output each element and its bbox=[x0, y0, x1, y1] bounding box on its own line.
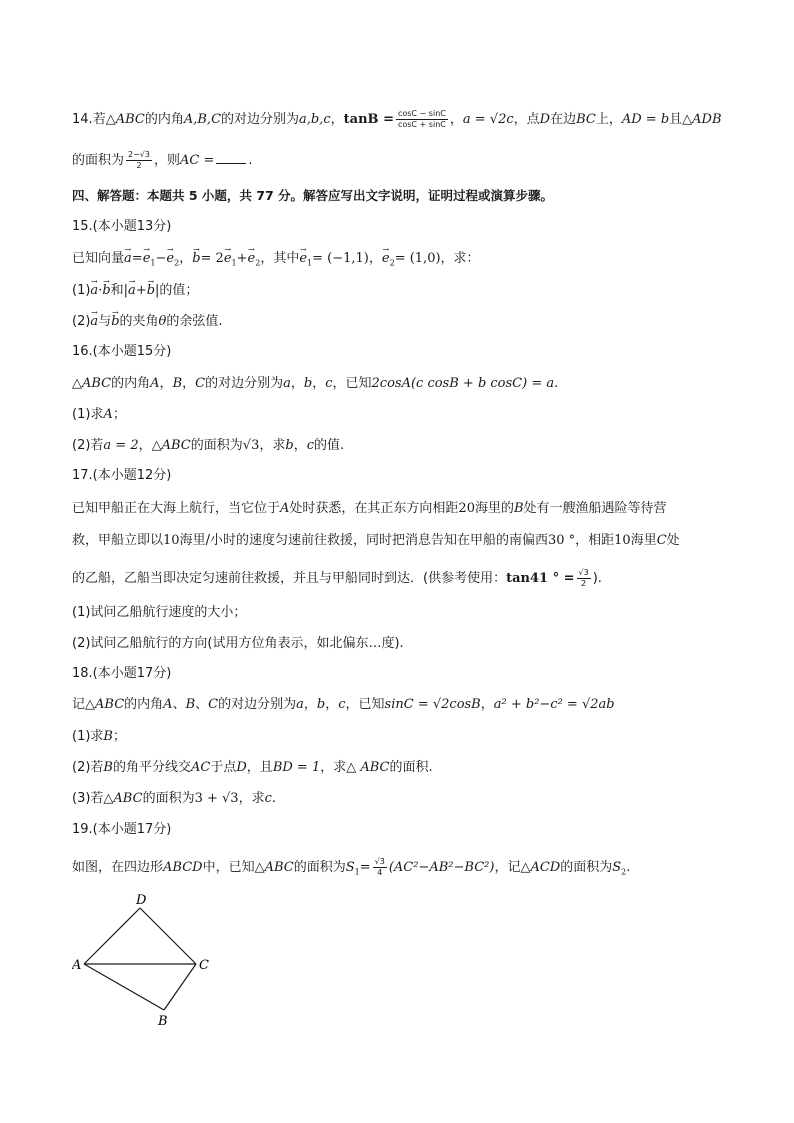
text: 的余弦值. bbox=[166, 314, 223, 329]
label-D: D bbox=[136, 893, 147, 908]
vector: → b bbox=[102, 282, 110, 300]
math: △ABC bbox=[85, 697, 125, 712]
math: S bbox=[345, 860, 355, 875]
math: AC = bbox=[180, 153, 215, 168]
q17-line3 bbox=[72, 568, 602, 589]
math: A bbox=[103, 407, 113, 422]
q15-stem bbox=[72, 250, 480, 268]
q15-heading: 15.(本小题13分) bbox=[72, 219, 172, 234]
q15-part1 bbox=[72, 282, 198, 300]
text: ，记 bbox=[494, 860, 521, 875]
math: D bbox=[236, 760, 247, 775]
vector: → a bbox=[90, 313, 98, 331]
segment-AB bbox=[84, 964, 164, 1010]
q16-heading: 16.(本小题15分) bbox=[72, 344, 172, 359]
math: 10 bbox=[614, 533, 631, 548]
vector: → e bbox=[224, 250, 232, 268]
q18-part3 bbox=[72, 790, 276, 808]
label-A: A bbox=[72, 958, 82, 973]
math: sinC = √2cosB bbox=[384, 697, 481, 712]
quadrilateral-figure bbox=[72, 890, 222, 1030]
text: 若 bbox=[92, 112, 106, 127]
math: · bbox=[98, 283, 103, 298]
math: C bbox=[208, 697, 219, 712]
math: c bbox=[264, 791, 272, 806]
q16-part1 bbox=[72, 406, 126, 424]
text: 的对边分别为 bbox=[218, 697, 297, 712]
text: 与 bbox=[98, 314, 112, 329]
text: 于点 bbox=[210, 760, 237, 775]
q18-heading: 18.(本小题17分) bbox=[72, 666, 172, 681]
math: △ACD bbox=[520, 860, 561, 875]
fraction bbox=[577, 568, 591, 589]
text: ，其中 bbox=[260, 251, 300, 266]
text: 的内角 bbox=[144, 112, 184, 127]
text: ，已知 bbox=[345, 697, 385, 712]
text: ， bbox=[480, 697, 494, 712]
math: 20 bbox=[458, 501, 475, 516]
vector: → e bbox=[299, 250, 307, 268]
subscript: 2 bbox=[621, 867, 627, 877]
math: B bbox=[103, 760, 113, 775]
math: c bbox=[325, 376, 333, 391]
text: 海里的 bbox=[474, 501, 514, 516]
fraction bbox=[396, 109, 448, 130]
text: 的对边分别为 bbox=[205, 376, 284, 391]
text: 中，已知 bbox=[202, 860, 255, 875]
text: ， bbox=[293, 438, 307, 453]
vector: → b bbox=[147, 282, 155, 300]
text: (2)若 bbox=[72, 760, 104, 775]
text: 的内角 bbox=[111, 376, 151, 391]
math: C bbox=[195, 376, 206, 391]
label-C: C bbox=[199, 958, 209, 973]
text: . bbox=[271, 791, 276, 806]
subscript: 1 bbox=[307, 258, 313, 268]
text: |的值； bbox=[155, 283, 199, 298]
math: B bbox=[185, 697, 196, 712]
denominator: 2 bbox=[136, 161, 142, 170]
text: 的面积为 bbox=[190, 438, 243, 453]
math: tan41 ° = bbox=[506, 571, 575, 586]
math: S bbox=[612, 860, 622, 875]
text: ； bbox=[112, 729, 126, 744]
vector: → b bbox=[192, 250, 200, 268]
text: 的面积为 bbox=[142, 791, 195, 806]
math: a,b,c bbox=[299, 112, 331, 127]
text: 的夹角 bbox=[119, 314, 159, 329]
text: 、 bbox=[195, 697, 209, 712]
text: (1)求 bbox=[72, 729, 104, 744]
text: 的面积为 bbox=[293, 860, 346, 875]
q17-line2 bbox=[72, 532, 680, 550]
vector: → a bbox=[128, 282, 136, 300]
vector: → e bbox=[143, 250, 151, 268]
text: 的值. bbox=[313, 438, 345, 453]
subscript: 2 bbox=[174, 258, 180, 268]
vector: → e bbox=[248, 250, 256, 268]
text: ，求 bbox=[259, 438, 286, 453]
text: ， bbox=[290, 376, 304, 391]
math: a = √2c bbox=[462, 112, 514, 127]
text: ； bbox=[112, 407, 126, 422]
text: 的对边分别为 bbox=[221, 112, 300, 127]
text: ，求 bbox=[238, 791, 265, 806]
math: AC bbox=[191, 760, 211, 775]
numerator: √3 bbox=[374, 857, 385, 866]
math: c bbox=[338, 697, 346, 712]
text: 已知向量 bbox=[72, 251, 125, 266]
q17-heading: 17.(本小题12分) bbox=[72, 468, 172, 483]
text: (2)若 bbox=[72, 438, 104, 453]
text: . bbox=[248, 153, 253, 168]
text: (3)若 bbox=[72, 791, 104, 806]
math: 3 + √3 bbox=[194, 791, 239, 806]
math: A bbox=[280, 501, 290, 516]
question-number: 14. bbox=[72, 112, 93, 127]
denominator: 4 bbox=[377, 868, 383, 877]
subscript: 2 bbox=[389, 258, 395, 268]
vector: → e bbox=[166, 250, 174, 268]
math: θ bbox=[158, 314, 167, 329]
math: BD = 1 bbox=[272, 760, 321, 775]
vector: → e bbox=[382, 250, 390, 268]
math: √3 bbox=[242, 438, 260, 453]
math: = (−1,1)， bbox=[312, 251, 382, 266]
text: 且 bbox=[669, 112, 683, 127]
denominator: cosC + sinC bbox=[397, 120, 446, 129]
answer-blank[interactable] bbox=[216, 163, 246, 164]
math: = (1,0)，求： bbox=[394, 251, 480, 266]
numerator: cosC − sinC bbox=[397, 109, 446, 118]
text: . bbox=[626, 860, 631, 875]
vector: → a bbox=[124, 250, 132, 268]
text: 已知甲船正在大海上航行，当它位于 bbox=[72, 501, 281, 516]
math: 10 bbox=[163, 533, 180, 548]
text: ，点 bbox=[513, 112, 540, 127]
text: 处 bbox=[666, 533, 680, 548]
text: 的角平分线交 bbox=[112, 760, 191, 775]
segment-AD bbox=[84, 908, 140, 964]
text: 在边 bbox=[550, 112, 577, 127]
vector: → a bbox=[90, 282, 98, 300]
text: ，且 bbox=[246, 760, 273, 775]
subscript: 1 bbox=[231, 258, 237, 268]
q18-part1 bbox=[72, 728, 126, 746]
math: △ADB bbox=[682, 112, 722, 127]
text: 上， bbox=[595, 112, 622, 127]
text: 处时获悉，在其正东方向相距 bbox=[289, 501, 459, 516]
math: (AC²−AB²−BC²) bbox=[388, 860, 495, 875]
text: ， bbox=[182, 376, 196, 391]
math: = bbox=[359, 860, 371, 875]
math: C bbox=[656, 533, 667, 548]
text: ， bbox=[159, 376, 173, 391]
math: A bbox=[150, 376, 160, 391]
text: ， bbox=[138, 438, 152, 453]
math: A bbox=[163, 697, 173, 712]
text: 、 bbox=[172, 697, 186, 712]
subscript: 1 bbox=[150, 258, 156, 268]
q14-line2 bbox=[72, 150, 253, 171]
text: ，已知 bbox=[332, 376, 372, 391]
text: 的面积为 bbox=[72, 153, 125, 168]
text: ， bbox=[325, 697, 339, 712]
math: a bbox=[296, 697, 304, 712]
math: a bbox=[283, 376, 291, 391]
math: a = 2 bbox=[103, 438, 139, 453]
q19-heading: 19.(本小题17分) bbox=[72, 822, 172, 837]
math: B bbox=[172, 376, 183, 391]
math: 2cosA(c cosB + b cosC) = a bbox=[371, 376, 555, 391]
math: + bbox=[236, 251, 248, 266]
q17-part1: (1)试问乙船航行速度的大小； bbox=[72, 605, 247, 620]
segment-CB bbox=[164, 964, 196, 1010]
text: (1) bbox=[72, 283, 91, 298]
math: = bbox=[131, 251, 143, 266]
text: 如图，在四边形 bbox=[72, 860, 164, 875]
text: 海里/小时的速度匀速前往救援，同时把消息告知在甲船的南偏西 bbox=[179, 533, 548, 548]
numerator: 2−√3 bbox=[128, 150, 150, 159]
math: D bbox=[539, 112, 551, 127]
text: 的面积. bbox=[389, 760, 433, 775]
fraction bbox=[126, 150, 152, 171]
text: 海里 bbox=[630, 533, 657, 548]
label-B: B bbox=[158, 1014, 168, 1029]
q17-part2: (2)试问乙船航行的方向(试用方位角表示，如北偏东…度). bbox=[72, 636, 404, 651]
math: tanB = bbox=[343, 112, 394, 127]
text: 处有一艘渔船遇险等待营 bbox=[523, 501, 667, 516]
math: c bbox=[306, 438, 314, 453]
text: ， bbox=[449, 112, 463, 127]
math: △ABC bbox=[151, 438, 191, 453]
text: (1)求 bbox=[72, 407, 104, 422]
math: 30 ° bbox=[547, 533, 576, 548]
text: ， bbox=[179, 251, 193, 266]
text: ). bbox=[592, 571, 602, 586]
q18-stem bbox=[72, 696, 615, 714]
text: 和| bbox=[110, 283, 129, 298]
math: b bbox=[316, 697, 326, 712]
fraction bbox=[373, 857, 387, 878]
math: = 2 bbox=[200, 251, 224, 266]
text: ， bbox=[330, 112, 344, 127]
text: ，则 bbox=[154, 153, 181, 168]
q16-stem bbox=[72, 375, 558, 393]
q18-part2 bbox=[72, 759, 433, 777]
math: △ABC bbox=[103, 791, 143, 806]
numerator: √3 bbox=[578, 568, 589, 577]
text: 的乙船，乙船当即决定匀速前往救援，并且与甲船同时到达．(供参考使用： bbox=[72, 571, 507, 586]
denominator: 2 bbox=[581, 579, 587, 588]
math: △ABC bbox=[254, 860, 294, 875]
math: B bbox=[513, 501, 524, 516]
math: △ABC bbox=[72, 376, 112, 391]
math: AD = b bbox=[621, 112, 670, 127]
q17-line1 bbox=[72, 500, 667, 518]
math: A,B,C bbox=[183, 112, 222, 127]
math: b bbox=[285, 438, 294, 453]
math: △ABC bbox=[105, 112, 145, 127]
q15-part2 bbox=[72, 313, 223, 331]
math: ABCD bbox=[163, 860, 203, 875]
math: + bbox=[135, 283, 147, 298]
segment-DC bbox=[140, 908, 196, 964]
math: B bbox=[103, 729, 113, 744]
text: 救，甲船立即以 bbox=[72, 533, 164, 548]
text: 记 bbox=[72, 697, 86, 712]
q16-part2 bbox=[72, 437, 344, 455]
section-heading: 四、解答题：本题共 5 小题，共 77 分。解答应写出文字说明，证明过程或演算步骤。 bbox=[72, 188, 554, 203]
text: ，求 bbox=[320, 760, 347, 775]
subscript: 2 bbox=[255, 258, 261, 268]
vector: → b bbox=[111, 313, 119, 331]
text: (2) bbox=[72, 314, 91, 329]
math: b bbox=[303, 376, 313, 391]
text: . bbox=[554, 376, 559, 391]
math: − bbox=[155, 251, 167, 266]
q14-line1 bbox=[72, 109, 722, 130]
text: 的内角 bbox=[124, 697, 164, 712]
text: ，相距 bbox=[575, 533, 615, 548]
text: 的面积为 bbox=[560, 860, 613, 875]
math: BC bbox=[576, 112, 596, 127]
math: △ ABC bbox=[346, 760, 390, 775]
q19-stem bbox=[72, 857, 630, 878]
math: a² + b²−c² = √2ab bbox=[493, 697, 615, 712]
text: ， bbox=[312, 376, 326, 391]
subscript: 1 bbox=[354, 867, 360, 877]
text: ， bbox=[303, 697, 317, 712]
